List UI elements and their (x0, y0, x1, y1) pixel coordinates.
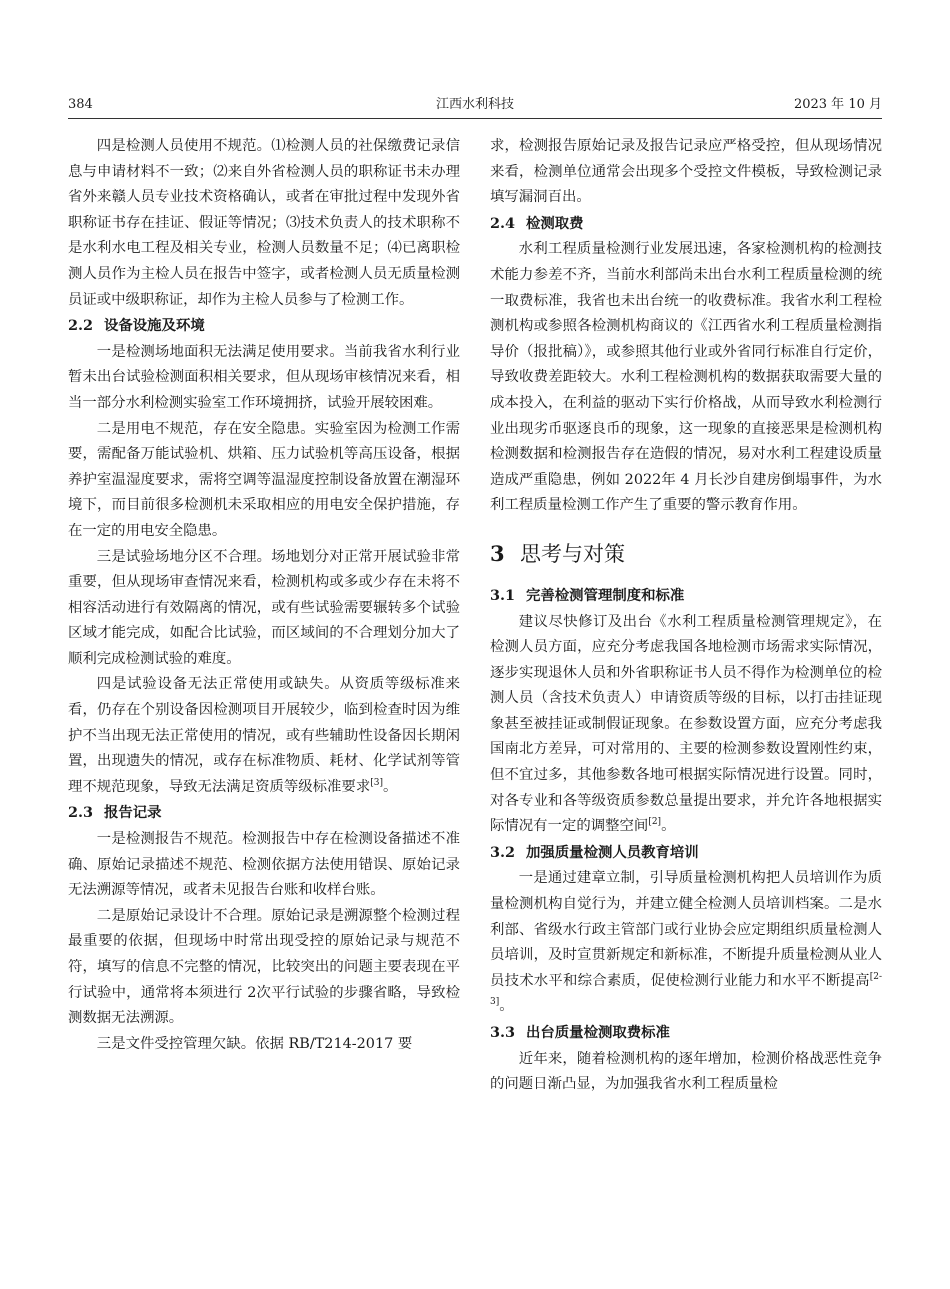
section-title: 出台质量检测取费标准 (526, 1025, 670, 1041)
section-number: 3.1 (490, 586, 516, 604)
journal-name: 江西水利科技 (435, 97, 514, 112)
section-title: 报告记录 (104, 805, 162, 822)
paragraph-end: 。 (661, 818, 676, 835)
paragraph-text: 一是通过建章立制，引导质量检测机构把人员培训作为质量检测机构自觉行为，并建立健全检测人员培训档案。二是水利部、省级水行政主管部门或行业协会应定期组织质量检测人员培训，及时宣贯新规定和新标准，不断提升质量检测从业人员技术水平和综合素质，促使检测行业能力和水平不断提高 (490, 870, 882, 989)
section-number: 2.3 (68, 804, 94, 822)
paragraph-end: 。 (382, 778, 398, 795)
paragraph: 一是检测场地面积无法满足使用要求。当前我省水利行业暂未出台试验检测面积相关要求，但从现场审核情况来看，相当一部分水利检测实验室工作环境拥挤，试验开展较困难。 (68, 343, 460, 411)
section-title: 设备设施及环境 (104, 318, 205, 335)
section-title: 检测取费 (526, 215, 584, 232)
paragraph-end: 。 (499, 998, 514, 1015)
paragraph-text: 建议尽快修订及出台《水利工程质量检测管理规定》，在检测人员方面，应充分考虑我国各地检测市场需求实际情况，逐步实现退休人员和外省职称证书人员不得作为检测单位的检测人员（含技术负责人）申请资质等级的目标，以打击挂证现象甚至被挂证或制假证现象。在参数设置方面，应充分考虑我国南北方差异，可对常用的、主要的检测参数设置刚性约束，但不宜过多，其他参数各地可根据实际情况进行设置。同时，对各专业和各等级资质参数总量提出要求，并允许各地根据实际情况有一定的调整空间 (490, 613, 882, 835)
section-number: 3.2 (490, 843, 516, 861)
section-number: 3 (490, 540, 505, 566)
section-title: 完善检测管理制度和标准 (526, 587, 685, 604)
running-header (68, 92, 882, 119)
section-heading-2-4 (490, 211, 882, 238)
paragraph: 一是检测报告不规范。检测报告中存在检测设备描述不准确、原始记录描述不规范、检测依据方法使用错误、原始记录无法溯源等情况，或者未见报告台账和收样台账。 (68, 831, 460, 899)
paragraph: 二是用电不规范，存在安全隐患。实验室因为检测工作需要，需配备万能试验机、烘箱、压力试验机等高压设备，根据养护室温湿度要求，需将空调等温湿度控制设备放置在潮湿环境下，而目前很多检测机未采取相应的用电安全保护措施，存在一定的用电安全隐患。 (68, 420, 460, 539)
section-heading-3-1 (490, 583, 882, 610)
right-column (490, 134, 882, 1098)
citation: [2] (648, 817, 662, 828)
section-number: 3.3 (490, 1024, 516, 1041)
section-heading-2-2 (68, 313, 460, 340)
paragraph: 近年来，随着检测机构的逐年增加，检测价格战恶性竞争的问题日渐凸显，为加强我省水利工程质量检 (490, 1050, 882, 1093)
paragraph: 求，检测报告原始记录及报告记录应严格受控，但从现场情况来看，检测单位通常会出现多个受控文件模板，导致检测记录填写漏洞百出。 (490, 138, 882, 206)
section-heading-3-3 (490, 1020, 882, 1047)
paragraph-text: 四是试验设备无法正常使用或缺失。从资质等级标准来看，仍存在个别设备因检测项目开展较少，临到检查时因为维护不当出现无法正常使用的情况，或有些辅助性设备因长期闲置，出现遗失的情况，或存在标准物质、耗材、化学试剂等管理不规范现象，导致无法满足资质等级标准要求 (68, 676, 460, 795)
paragraph (68, 672, 460, 800)
citation: [2-3] (490, 972, 882, 1008)
section-heading-3 (490, 539, 882, 569)
section-title: 思考与对策 (520, 541, 625, 566)
paragraph: 三是试验场地分区不合理。场地划分对正常开展试验非常重要，但从现场审查情况来看，检测机构或多或少存在未将不相容活动进行有效隔离的情况，或有些试验需要辗转多个试验区域才能完成，如配合比试验，而区域间的不合理划分加大了顺利完成检测试验的难度。 (68, 548, 460, 667)
citation: [3] (370, 778, 383, 789)
paragraph: 水利工程质量检测行业发展迅速，各家检测机构的检测技术能力参差不齐，当前水利部尚未出台水利工程质量检测的统一取费标准，我省也未出台统一的收费标准。我省水利工程检测机构或参照各检测机构商议的《江西省水利工程质量检测指导价（报批稿）》，或参照其他行业或外省同行标准自行定价，导致收费差距较大。水利工程检测机构的数据获取需要大量的成本投入，在利益的驱动下实行价格战，从而导致水利检测行业出现劣币驱逐良币的现象，这一现象的直接恶果是检测机构检测数据和检测报告存在造假的情况，易对水利工程建设质量造成严重隐患，例如 2022年 4 月长沙自建房倒塌事件，为水利工程质量检测工作产生了重要的警示教育作用。 (490, 241, 882, 514)
section-number: 2.2 (68, 317, 94, 335)
paragraph: 四是检测人员使用不规范。⑴检测人员的社保缴费记录信息与申请材料不一致；⑵来自外省检测人员的职称证书未办理省外来赣人员专业技术资格确认，或者在审批过程中发现外省职称证书存在挂证、假证等情况；⑶技术负责人的技术职称不是水利水电工程及相关专业，检测人员数量不足；⑷已离职检测人员作为主检人员在报告中签字，或者检测人员无质量检测员证或中级职称证，却作为主检人员参与了检测工作。 (68, 138, 460, 308)
left-column (68, 134, 460, 1057)
issue-date: 2023 年 10 月 (793, 97, 882, 112)
section-number: 2.4 (490, 214, 516, 232)
paragraph: 二是原始记录设计不合理。原始记录是溯源整个检测过程最重要的依据，但现场中时常出现受控的原始记录与规范不符，填写的信息不完整的情况，比较突出的问题主要表现在平行试验中，通常将本须进行 2次平行试验的步骤省略，导致检测数据无法溯源。 (68, 907, 460, 1027)
paragraph: 三是文件受控管理欠缺。依据 RB/T214-2017 要 (96, 1035, 413, 1052)
section-heading-2-3 (68, 800, 460, 827)
section-heading-3-2 (490, 840, 882, 867)
section-title: 加强质量检测人员教育培训 (526, 844, 699, 861)
paragraph (490, 866, 882, 1020)
paragraph (490, 610, 882, 840)
page-number: 384 (68, 97, 93, 112)
